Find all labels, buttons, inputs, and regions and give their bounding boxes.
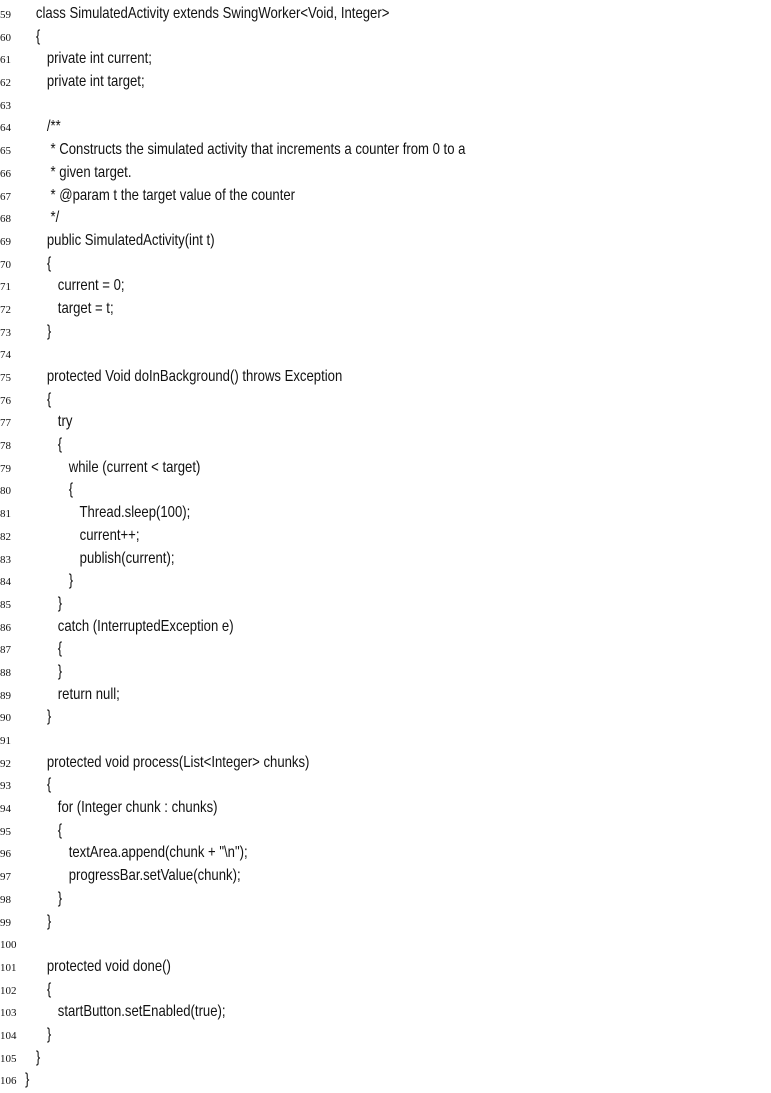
line-code: { [25, 254, 52, 272]
line-code: } [25, 708, 52, 726]
code-line [0, 729, 771, 752]
code-line [0, 411, 771, 434]
code-line [0, 616, 771, 639]
code-line [0, 321, 771, 344]
line-code: } [25, 1025, 52, 1043]
line-number: 86 [0, 621, 11, 634]
line-code: catch (InterruptedException e) [25, 617, 234, 635]
line-number: 68 [0, 213, 11, 226]
code-line [0, 1069, 771, 1092]
line-code: protected Void doInBackground() throws Exception [25, 368, 343, 385]
line-code: { [25, 436, 63, 454]
code-line [0, 48, 771, 71]
code-line [0, 752, 771, 775]
code-line [0, 457, 771, 480]
line-code: startButton.setEnabled(true); [25, 1003, 226, 1021]
line-number: 79 [0, 462, 11, 475]
code-line [0, 933, 771, 956]
line-number: 99 [0, 916, 11, 929]
code-line [0, 865, 771, 888]
code-line [0, 366, 771, 389]
line-code: publish(current); [25, 549, 175, 567]
line-number: 93 [0, 780, 11, 793]
line-code: { [25, 821, 63, 839]
line-number: 73 [0, 326, 11, 339]
line-number: 69 [0, 235, 11, 248]
line-number: 70 [0, 258, 11, 271]
line-code: class SimulatedActivity extends SwingWorker<Void, Integer> [25, 5, 390, 22]
code-line [0, 638, 771, 661]
code-line [0, 706, 771, 729]
line-number: 87 [0, 644, 11, 657]
line-number: 66 [0, 167, 11, 180]
line-number: 98 [0, 893, 11, 906]
code-line [0, 820, 771, 843]
line-number: 88 [0, 666, 11, 679]
line-code: } [25, 322, 52, 340]
line-code: protected void process(List<Integer> chunks) [25, 753, 310, 771]
line-number: 85 [0, 598, 11, 611]
line-number: 84 [0, 576, 11, 589]
line-code: } [25, 1048, 41, 1066]
line-code: */ [25, 209, 60, 227]
line-number: 90 [0, 712, 11, 725]
code-line [0, 253, 771, 276]
line-number: 63 [0, 99, 11, 112]
line-code: private int current; [25, 50, 152, 68]
line-number: 78 [0, 440, 11, 453]
code-line [0, 298, 771, 321]
line-number: 82 [0, 530, 11, 543]
line-number: 80 [0, 485, 11, 498]
line-code: } [25, 889, 63, 907]
line-number: 75 [0, 372, 11, 384]
line-number: 62 [0, 77, 11, 90]
line-number: 81 [0, 508, 11, 521]
code-line [0, 661, 771, 684]
line-code: } [25, 662, 63, 680]
code-line [0, 979, 771, 1002]
line-code: private int target; [25, 73, 145, 91]
line-code: * Constructs the simulated activity that increments a counter from 0 to a [25, 141, 466, 159]
code-line [0, 26, 771, 49]
line-code: { [25, 980, 52, 998]
line-code: protected void done() [25, 957, 171, 975]
line-code: { [25, 776, 52, 794]
line-code: for (Integer chunk : chunks) [25, 799, 218, 817]
code-line [0, 525, 771, 548]
line-number: 103 [0, 1007, 17, 1020]
line-code: * @param t the target value of the counter [25, 186, 296, 204]
line-number: 104 [0, 1029, 17, 1042]
line-code: current++; [25, 526, 140, 544]
code-line [0, 911, 771, 934]
code-line [0, 71, 771, 94]
code-line [0, 570, 771, 593]
code-line [0, 185, 771, 208]
code-line [0, 1024, 771, 1047]
line-code: /** [25, 118, 61, 136]
code-line [0, 774, 771, 797]
code-line [0, 479, 771, 502]
code-line [0, 343, 771, 366]
code-line [0, 139, 771, 162]
code-line [0, 842, 771, 865]
line-number: 97 [0, 871, 11, 884]
code-listing [0, 3, 771, 1092]
code-line [0, 3, 771, 26]
line-number: 64 [0, 122, 11, 135]
line-code: } [25, 912, 52, 930]
line-code: { [25, 640, 63, 658]
line-number: 94 [0, 803, 11, 816]
line-number: 67 [0, 190, 11, 203]
line-number: 106 [0, 1075, 17, 1088]
code-line [0, 888, 771, 911]
line-code: { [25, 390, 52, 408]
line-number: 95 [0, 825, 11, 838]
line-number: 65 [0, 145, 11, 158]
line-code: try [25, 413, 73, 431]
code-line [0, 94, 771, 117]
line-code: } [25, 594, 63, 612]
code-line [0, 797, 771, 820]
line-code: } [25, 1071, 30, 1089]
line-number: 105 [0, 1052, 17, 1065]
line-number: 101 [0, 961, 17, 974]
code-line [0, 275, 771, 298]
line-number: 102 [0, 984, 17, 997]
code-line [0, 434, 771, 457]
line-code: current = 0; [25, 277, 125, 295]
line-code: progressBar.setValue(chunk); [25, 867, 241, 885]
line-number: 92 [0, 757, 11, 770]
code-line [0, 230, 771, 253]
code-line [0, 1047, 771, 1070]
line-number: 60 [0, 31, 11, 44]
line-number: 71 [0, 281, 11, 294]
line-number: 91 [0, 735, 11, 747]
line-number: 100 [0, 939, 17, 952]
line-code: textArea.append(chunk + "\n"); [25, 844, 248, 862]
line-number: 83 [0, 553, 11, 566]
line-number: 59 [0, 9, 11, 21]
line-code: { [25, 27, 41, 45]
line-code: public SimulatedActivity(int t) [25, 231, 215, 249]
line-number: 72 [0, 303, 11, 316]
line-code: target = t; [25, 299, 114, 317]
code-line [0, 956, 771, 979]
line-code: { [25, 481, 74, 499]
line-number: 61 [0, 54, 11, 67]
line-code: } [25, 572, 74, 590]
code-line [0, 389, 771, 412]
code-line [0, 1001, 771, 1024]
code-line [0, 162, 771, 185]
line-number: 76 [0, 394, 11, 407]
code-line [0, 116, 771, 139]
line-code: return null; [25, 685, 120, 703]
code-line [0, 548, 771, 571]
code-line [0, 684, 771, 707]
line-number: 74 [0, 349, 11, 362]
line-code: * given target. [25, 163, 132, 181]
code-line [0, 207, 771, 230]
code-line [0, 502, 771, 525]
line-number: 96 [0, 848, 11, 861]
line-code: Thread.sleep(100); [25, 504, 191, 522]
line-number: 77 [0, 417, 11, 430]
code-line [0, 593, 771, 616]
line-number: 89 [0, 689, 11, 702]
line-code: while (current < target) [25, 458, 201, 476]
